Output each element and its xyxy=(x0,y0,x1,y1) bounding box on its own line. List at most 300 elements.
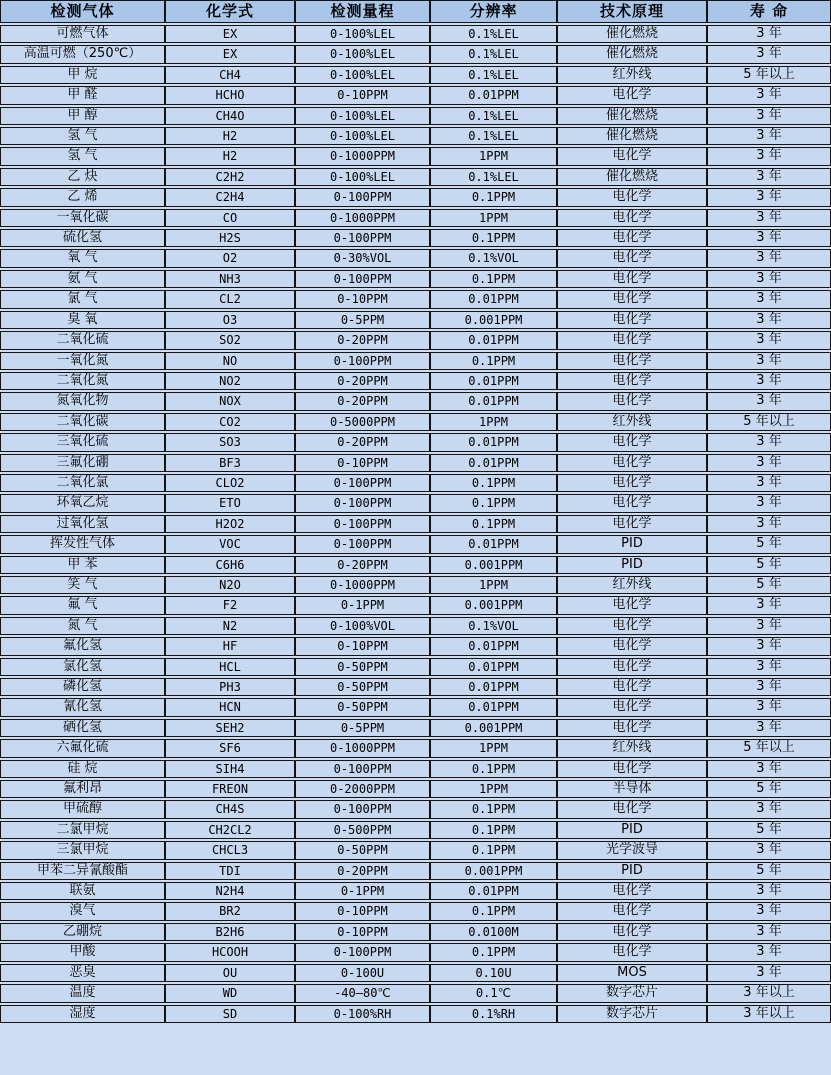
table-row xyxy=(0,86,831,104)
range-cell: 0-100%LEL xyxy=(295,107,430,125)
table-row xyxy=(0,290,831,308)
principle-cell: PID xyxy=(557,821,707,839)
principle-cell: 电化学 xyxy=(557,678,707,696)
resolution-cell: 0.001PPM xyxy=(430,719,557,737)
table-row xyxy=(0,494,831,512)
principle-cell: 红外线 xyxy=(557,66,707,84)
resolution-cell: 0.1PPM xyxy=(430,841,557,859)
lifespan-cell: 3 年 xyxy=(707,188,831,206)
table-row xyxy=(0,902,831,920)
lifespan-cell: 3 年 xyxy=(707,719,831,737)
gas-name-cell: 一氧化氮 xyxy=(0,352,165,370)
gas-name-cell: 甲 醛 xyxy=(0,86,165,104)
formula-cell: SO2 xyxy=(165,331,295,349)
resolution-cell: 0.1PPM xyxy=(430,474,557,492)
principle-cell: 电化学 xyxy=(557,658,707,676)
table-row xyxy=(0,800,831,818)
lifespan-cell: 3 年 xyxy=(707,923,831,941)
table-row xyxy=(0,658,831,676)
formula-cell: H2O2 xyxy=(165,515,295,533)
formula-cell: HF xyxy=(165,637,295,655)
resolution-cell: 0.1PPM xyxy=(430,270,557,288)
range-cell: 0-100%LEL xyxy=(295,168,430,186)
gas-name-cell: 甲 烷 xyxy=(0,66,165,84)
formula-cell: SIH4 xyxy=(165,760,295,778)
lifespan-cell: 5 年 xyxy=(707,556,831,574)
principle-cell: 电化学 xyxy=(557,188,707,206)
formula-cell: FREON xyxy=(165,780,295,798)
lifespan-cell: 3 年 xyxy=(707,352,831,370)
resolution-cell: 0.01PPM xyxy=(430,658,557,676)
formula-cell: CLO2 xyxy=(165,474,295,492)
table-row xyxy=(0,678,831,696)
range-cell: 0-50PPM xyxy=(295,678,430,696)
lifespan-cell: 5 年 xyxy=(707,576,831,594)
gas-name-cell: 可燃气体 xyxy=(0,25,165,43)
formula-cell: BR2 xyxy=(165,902,295,920)
formula-cell: CO xyxy=(165,209,295,227)
table-body xyxy=(0,25,831,1023)
range-cell: 0-50PPM xyxy=(295,658,430,676)
range-cell: 0-5PPM xyxy=(295,311,430,329)
lifespan-cell: 5 年以上 xyxy=(707,66,831,84)
gas-name-cell: 氧 气 xyxy=(0,249,165,267)
lifespan-cell: 5 年 xyxy=(707,821,831,839)
range-cell: 0-100PPM xyxy=(295,494,430,512)
lifespan-cell: 3 年 xyxy=(707,392,831,410)
gas-name-cell: 氨 气 xyxy=(0,270,165,288)
lifespan-cell: 3 年 xyxy=(707,515,831,533)
resolution-cell: 0.1PPM xyxy=(430,515,557,533)
lifespan-cell: 3 年 xyxy=(707,147,831,165)
formula-cell: F2 xyxy=(165,596,295,614)
formula-cell: NO xyxy=(165,352,295,370)
formula-cell: CO2 xyxy=(165,413,295,431)
table-row xyxy=(0,270,831,288)
lifespan-cell: 3 年 xyxy=(707,209,831,227)
table-row xyxy=(0,66,831,84)
range-cell: 0-30%VOL xyxy=(295,249,430,267)
principle-cell: 催化燃烧 xyxy=(557,25,707,43)
gas-name-cell: 高温可燃（250℃） xyxy=(0,45,165,63)
range-cell: 0-100PPM xyxy=(295,270,430,288)
table-row xyxy=(0,923,831,941)
lifespan-cell: 3 年 xyxy=(707,454,831,472)
principle-cell: 电化学 xyxy=(557,249,707,267)
range-cell: 0-1000PPM xyxy=(295,209,430,227)
lifespan-cell: 3 年 xyxy=(707,433,831,451)
gas-name-cell: 硅 烷 xyxy=(0,760,165,778)
table-row xyxy=(0,984,831,1002)
resolution-cell: 0.001PPM xyxy=(430,311,557,329)
table-row xyxy=(0,576,831,594)
range-cell: 0-2000PPM xyxy=(295,780,430,798)
principle-cell: 催化燃烧 xyxy=(557,127,707,145)
formula-cell: HCL xyxy=(165,658,295,676)
range-cell: 0-10PPM xyxy=(295,902,430,920)
lifespan-cell: 3 年 xyxy=(707,168,831,186)
principle-cell: 电化学 xyxy=(557,86,707,104)
lifespan-cell: 3 年 xyxy=(707,494,831,512)
range-cell: 0-1PPM xyxy=(295,596,430,614)
lifespan-cell: 3 年 xyxy=(707,372,831,390)
resolution-cell: 0.01PPM xyxy=(430,392,557,410)
table-header-row xyxy=(0,0,831,23)
table-row xyxy=(0,841,831,859)
principle-cell: 电化学 xyxy=(557,290,707,308)
gas-name-cell: 温度 xyxy=(0,984,165,1002)
gas-name-cell: 三氧化硫 xyxy=(0,433,165,451)
principle-cell: 数字芯片 xyxy=(557,984,707,1002)
gas-name-cell: 乙 炔 xyxy=(0,168,165,186)
principle-cell: MOS xyxy=(557,964,707,982)
table-row xyxy=(0,535,831,553)
resolution-cell: 0.01PPM xyxy=(430,454,557,472)
lifespan-cell: 3 年 xyxy=(707,637,831,655)
lifespan-cell: 3 年 xyxy=(707,270,831,288)
table-row xyxy=(0,188,831,206)
column-header-range: 检测量程 xyxy=(295,0,430,23)
lifespan-cell: 3 年以上 xyxy=(707,984,831,1002)
lifespan-cell: 5 年 xyxy=(707,780,831,798)
range-cell: 0-5PPM xyxy=(295,719,430,737)
principle-cell: 电化学 xyxy=(557,943,707,961)
formula-cell: WD xyxy=(165,984,295,1002)
range-cell: 0-10PPM xyxy=(295,637,430,655)
gas-name-cell: 三氟化硼 xyxy=(0,454,165,472)
principle-cell: 电化学 xyxy=(557,331,707,349)
table-row xyxy=(0,637,831,655)
range-cell: 0-100PPM xyxy=(295,943,430,961)
table-row xyxy=(0,352,831,370)
range-cell: 0-20PPM xyxy=(295,392,430,410)
lifespan-cell: 3 年 xyxy=(707,882,831,900)
gas-name-cell: 挥发性气体 xyxy=(0,535,165,553)
table-row xyxy=(0,964,831,982)
gas-name-cell: 三氯甲烷 xyxy=(0,841,165,859)
resolution-cell: 0.01PPM xyxy=(430,86,557,104)
formula-cell: C2H2 xyxy=(165,168,295,186)
table-row xyxy=(0,556,831,574)
table-row xyxy=(0,780,831,798)
principle-cell: PID xyxy=(557,862,707,880)
range-cell: 0-100%LEL xyxy=(295,45,430,63)
range-cell: 0-50PPM xyxy=(295,698,430,716)
formula-cell: SD xyxy=(165,1005,295,1023)
formula-cell: O2 xyxy=(165,249,295,267)
lifespan-cell: 3 年 xyxy=(707,964,831,982)
resolution-cell: 1PPM xyxy=(430,739,557,757)
formula-cell: NOX xyxy=(165,392,295,410)
resolution-cell: 0.1℃ xyxy=(430,984,557,1002)
formula-cell: TDI xyxy=(165,862,295,880)
resolution-cell: 0.1%LEL xyxy=(430,127,557,145)
resolution-cell: 0.1%LEL xyxy=(430,25,557,43)
gas-name-cell: 联氨 xyxy=(0,882,165,900)
principle-cell: 半导体 xyxy=(557,780,707,798)
resolution-cell: 0.1PPM xyxy=(430,352,557,370)
resolution-cell: 1PPM xyxy=(430,576,557,594)
gas-name-cell: 二氧化硫 xyxy=(0,331,165,349)
principle-cell: 电化学 xyxy=(557,637,707,655)
column-header-principle: 技术原理 xyxy=(557,0,707,23)
gas-name-cell: 过氧化氢 xyxy=(0,515,165,533)
range-cell: 0-1000PPM xyxy=(295,147,430,165)
range-cell: 0-100%LEL xyxy=(295,127,430,145)
resolution-cell: 0.001PPM xyxy=(430,596,557,614)
principle-cell: 电化学 xyxy=(557,596,707,614)
formula-cell: N2H4 xyxy=(165,882,295,900)
range-cell: 0-20PPM xyxy=(295,862,430,880)
principle-cell: 电化学 xyxy=(557,515,707,533)
gas-name-cell: 乙硼烷 xyxy=(0,923,165,941)
gas-name-cell: 甲 苯 xyxy=(0,556,165,574)
resolution-cell: 0.01PPM xyxy=(430,698,557,716)
formula-cell: H2 xyxy=(165,127,295,145)
range-cell: 0-100%VOL xyxy=(295,617,430,635)
lifespan-cell: 5 年以上 xyxy=(707,413,831,431)
principle-cell: 电化学 xyxy=(557,617,707,635)
principle-cell: 催化燃烧 xyxy=(557,45,707,63)
gas-name-cell: 氟化氢 xyxy=(0,637,165,655)
table-row xyxy=(0,474,831,492)
table-row xyxy=(0,229,831,247)
range-cell: 0-20PPM xyxy=(295,556,430,574)
gas-name-cell: 氮氧化物 xyxy=(0,392,165,410)
gas-name-cell: 磷化氢 xyxy=(0,678,165,696)
resolution-cell: 0.0100M xyxy=(430,923,557,941)
gas-name-cell: 笑 气 xyxy=(0,576,165,594)
lifespan-cell: 3 年 xyxy=(707,331,831,349)
gas-name-cell: 六氟化硫 xyxy=(0,739,165,757)
lifespan-cell: 3 年 xyxy=(707,658,831,676)
gas-name-cell: 溴气 xyxy=(0,902,165,920)
table-row xyxy=(0,25,831,43)
table-row xyxy=(0,862,831,880)
lifespan-cell: 3 年 xyxy=(707,943,831,961)
lifespan-cell: 3 年 xyxy=(707,25,831,43)
range-cell: 0-10PPM xyxy=(295,923,430,941)
column-header-lifespan: 寿 命 xyxy=(707,0,831,23)
formula-cell: EX xyxy=(165,45,295,63)
table-row xyxy=(0,617,831,635)
lifespan-cell: 3 年 xyxy=(707,290,831,308)
formula-cell: H2S xyxy=(165,229,295,247)
range-cell: 0-10PPM xyxy=(295,86,430,104)
range-cell: 0-500PPM xyxy=(295,821,430,839)
gas-name-cell: 硫化氢 xyxy=(0,229,165,247)
lifespan-cell: 3 年 xyxy=(707,760,831,778)
formula-cell: BF3 xyxy=(165,454,295,472)
table-row xyxy=(0,739,831,757)
lifespan-cell: 3 年 xyxy=(707,596,831,614)
range-cell: 0-100PPM xyxy=(295,352,430,370)
table-row xyxy=(0,596,831,614)
principle-cell: 电化学 xyxy=(557,147,707,165)
formula-cell: N2O xyxy=(165,576,295,594)
formula-cell: VOC xyxy=(165,535,295,553)
formula-cell: C2H4 xyxy=(165,188,295,206)
lifespan-cell: 3 年 xyxy=(707,311,831,329)
resolution-cell: 0.1PPM xyxy=(430,821,557,839)
table-row xyxy=(0,168,831,186)
range-cell: 0-100PPM xyxy=(295,800,430,818)
resolution-cell: 0.1%LEL xyxy=(430,66,557,84)
table-row xyxy=(0,311,831,329)
gas-name-cell: 乙 烯 xyxy=(0,188,165,206)
table-row xyxy=(0,127,831,145)
table-row xyxy=(0,760,831,778)
principle-cell: 电化学 xyxy=(557,311,707,329)
resolution-cell: 1PPM xyxy=(430,209,557,227)
range-cell: -40—80℃ xyxy=(295,984,430,1002)
resolution-cell: 0.01PPM xyxy=(430,535,557,553)
table-row xyxy=(0,331,831,349)
resolution-cell: 0.1PPM xyxy=(430,760,557,778)
gas-name-cell: 湿度 xyxy=(0,1005,165,1023)
principle-cell: 红外线 xyxy=(557,413,707,431)
formula-cell: SF6 xyxy=(165,739,295,757)
gas-name-cell: 氮 气 xyxy=(0,617,165,635)
range-cell: 0-100U xyxy=(295,964,430,982)
formula-cell: CH4O xyxy=(165,107,295,125)
resolution-cell: 1PPM xyxy=(430,780,557,798)
formula-cell: O3 xyxy=(165,311,295,329)
formula-cell: HCOOH xyxy=(165,943,295,961)
lifespan-cell: 3 年以上 xyxy=(707,1005,831,1023)
table-row xyxy=(0,107,831,125)
gas-name-cell: 甲 醇 xyxy=(0,107,165,125)
resolution-cell: 0.01PPM xyxy=(430,637,557,655)
resolution-cell: 0.1PPM xyxy=(430,800,557,818)
resolution-cell: 1PPM xyxy=(430,147,557,165)
range-cell: 0-100%LEL xyxy=(295,25,430,43)
gas-name-cell: 甲苯二异氰酸酯 xyxy=(0,862,165,880)
range-cell: 0-5000PPM xyxy=(295,413,430,431)
table-row xyxy=(0,719,831,737)
resolution-cell: 0.1%VOL xyxy=(430,617,557,635)
gas-name-cell: 二氧化氯 xyxy=(0,474,165,492)
principle-cell: 电化学 xyxy=(557,372,707,390)
table-row xyxy=(0,372,831,390)
resolution-cell: 0.01PPM xyxy=(430,331,557,349)
principle-cell: 电化学 xyxy=(557,494,707,512)
principle-cell: 电化学 xyxy=(557,882,707,900)
formula-cell: CH4 xyxy=(165,66,295,84)
lifespan-cell: 5 年 xyxy=(707,535,831,553)
table-row xyxy=(0,249,831,267)
principle-cell: PID xyxy=(557,556,707,574)
resolution-cell: 0.1PPM xyxy=(430,494,557,512)
range-cell: 0-20PPM xyxy=(295,372,430,390)
resolution-cell: 0.001PPM xyxy=(430,556,557,574)
gas-name-cell: 二氧化碳 xyxy=(0,413,165,431)
formula-cell: SO3 xyxy=(165,433,295,451)
formula-cell: ETO xyxy=(165,494,295,512)
principle-cell: 红外线 xyxy=(557,576,707,594)
gas-name-cell: 环氧乙烷 xyxy=(0,494,165,512)
range-cell: 0-1000PPM xyxy=(295,576,430,594)
principle-cell: 电化学 xyxy=(557,270,707,288)
resolution-cell: 0.1%LEL xyxy=(430,168,557,186)
table-row xyxy=(0,209,831,227)
column-header-gas: 检测气体 xyxy=(0,0,165,23)
principle-cell: 电化学 xyxy=(557,800,707,818)
formula-cell: CL2 xyxy=(165,290,295,308)
resolution-cell: 0.1%VOL xyxy=(430,249,557,267)
principle-cell: 电化学 xyxy=(557,698,707,716)
range-cell: 0-50PPM xyxy=(295,841,430,859)
lifespan-cell: 3 年 xyxy=(707,841,831,859)
principle-cell: 红外线 xyxy=(557,739,707,757)
range-cell: 0-1000PPM xyxy=(295,739,430,757)
range-cell: 0-20PPM xyxy=(295,331,430,349)
resolution-cell: 0.1%LEL xyxy=(430,107,557,125)
lifespan-cell: 3 年 xyxy=(707,86,831,104)
principle-cell: 电化学 xyxy=(557,474,707,492)
resolution-cell: 1PPM xyxy=(430,413,557,431)
range-cell: 0-100%RH xyxy=(295,1005,430,1023)
principle-cell: 电化学 xyxy=(557,229,707,247)
resolution-cell: 0.10U xyxy=(430,964,557,982)
gas-name-cell: 二氧化氮 xyxy=(0,372,165,390)
lifespan-cell: 3 年 xyxy=(707,902,831,920)
table-row xyxy=(0,698,831,716)
formula-cell: HCN xyxy=(165,698,295,716)
principle-cell: 电化学 xyxy=(557,352,707,370)
range-cell: 0-100PPM xyxy=(295,760,430,778)
principle-cell: 电化学 xyxy=(557,760,707,778)
principle-cell: 电化学 xyxy=(557,902,707,920)
range-cell: 0-10PPM xyxy=(295,454,430,472)
range-cell: 0-100PPM xyxy=(295,188,430,206)
gas-name-cell: 恶臭 xyxy=(0,964,165,982)
resolution-cell: 0.01PPM xyxy=(430,372,557,390)
principle-cell: 数字芯片 xyxy=(557,1005,707,1023)
table-row xyxy=(0,515,831,533)
principle-cell: 催化燃烧 xyxy=(557,107,707,125)
principle-cell: 电化学 xyxy=(557,209,707,227)
formula-cell: C6H6 xyxy=(165,556,295,574)
range-cell: 0-100PPM xyxy=(295,515,430,533)
table-row xyxy=(0,413,831,431)
table-row xyxy=(0,1005,831,1023)
resolution-cell: 0.1PPM xyxy=(430,188,557,206)
resolution-cell: 0.01PPM xyxy=(430,433,557,451)
lifespan-cell: 3 年 xyxy=(707,127,831,145)
principle-cell: 电化学 xyxy=(557,454,707,472)
formula-cell: OU xyxy=(165,964,295,982)
lifespan-cell: 3 年 xyxy=(707,474,831,492)
gas-name-cell: 氢 气 xyxy=(0,147,165,165)
formula-cell: CHCL3 xyxy=(165,841,295,859)
gas-name-cell: 甲酸 xyxy=(0,943,165,961)
resolution-cell: 0.1PPM xyxy=(430,943,557,961)
lifespan-cell: 3 年 xyxy=(707,107,831,125)
formula-cell: HCHO xyxy=(165,86,295,104)
formula-cell: CH2CL2 xyxy=(165,821,295,839)
table-row xyxy=(0,45,831,63)
principle-cell: 光学波导 xyxy=(557,841,707,859)
lifespan-cell: 3 年 xyxy=(707,698,831,716)
resolution-cell: 0.01PPM xyxy=(430,290,557,308)
lifespan-cell: 3 年 xyxy=(707,229,831,247)
formula-cell: SEH2 xyxy=(165,719,295,737)
gas-name-cell: 氟利昂 xyxy=(0,780,165,798)
gas-name-cell: 一氧化碳 xyxy=(0,209,165,227)
gas-name-cell: 氯化氢 xyxy=(0,658,165,676)
principle-cell: 催化燃烧 xyxy=(557,168,707,186)
